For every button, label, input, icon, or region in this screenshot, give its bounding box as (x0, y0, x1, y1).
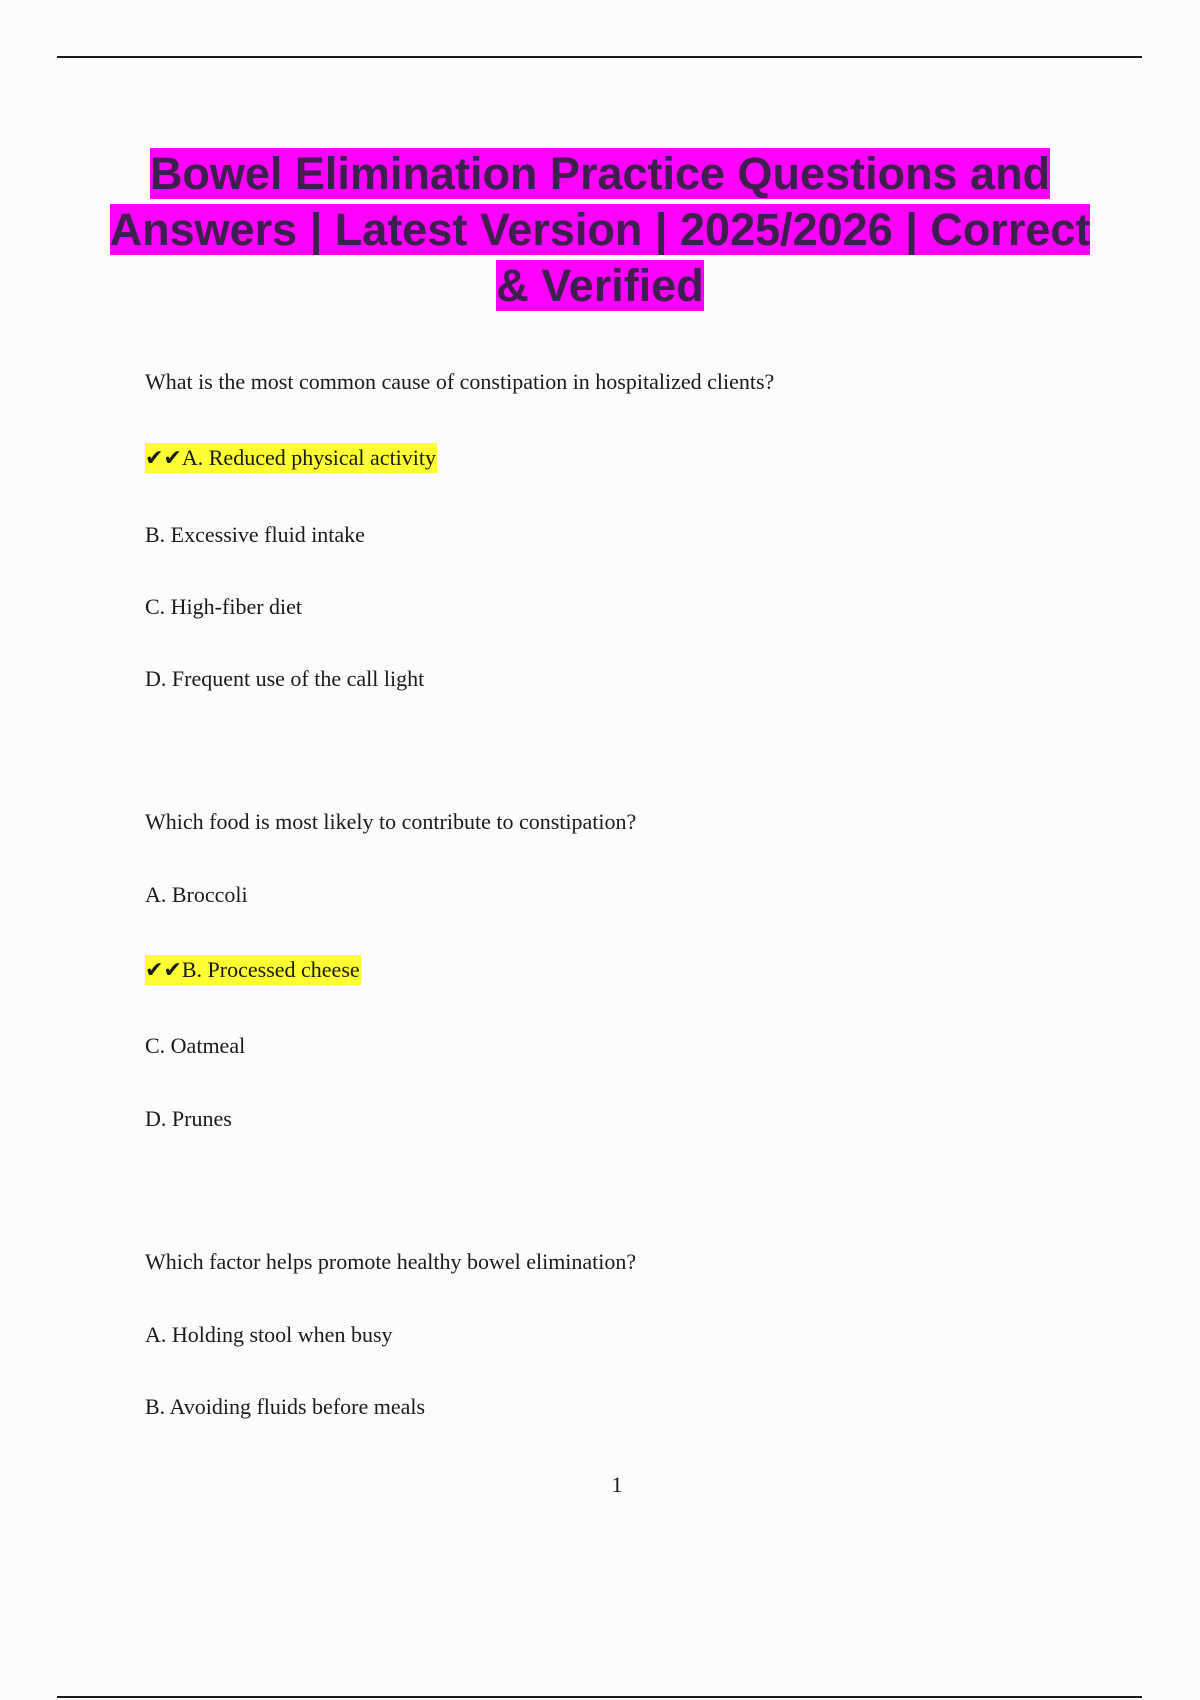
document-title-text: Bowel Elimination Practice Questions and Answers | Latest Version | 2025/2026 | Correct & Verified (109, 148, 1091, 311)
question-1-option-a (145, 445, 437, 471)
correct-answer-highlight: ✔✔B. Processed cheese (145, 955, 361, 985)
document-title (100, 146, 1100, 314)
question-1-option-d: D. Frequent use of the call light (145, 666, 425, 691)
bottom-rule (57, 1696, 1142, 1698)
question-3-prompt: Which factor helps promote healthy bowel elimination? (145, 1249, 637, 1274)
question-2-option-c: C. Oatmeal (145, 1033, 246, 1058)
top-rule (57, 56, 1142, 58)
question-3-option-a: A. Holding stool when busy (145, 1322, 393, 1347)
question-1-option-b: B. Excessive fluid intake (145, 522, 365, 547)
question-2-option-d: D. Prunes (145, 1106, 232, 1131)
question-2-prompt: Which food is most likely to contribute to constipation? (145, 809, 637, 834)
page-number: 1 (611, 1472, 623, 1497)
question-3-option-b: B. Avoiding fluids before meals (145, 1394, 426, 1419)
question-1-option-c: C. High-fiber diet (145, 594, 303, 619)
question-2-option-a: A. Broccoli (145, 882, 248, 907)
question-2-option-b (145, 957, 361, 983)
question-1-prompt: What is the most common cause of constipation in hospitalized clients? (145, 369, 775, 394)
correct-answer-highlight: ✔✔A. Reduced physical activity (145, 443, 437, 473)
